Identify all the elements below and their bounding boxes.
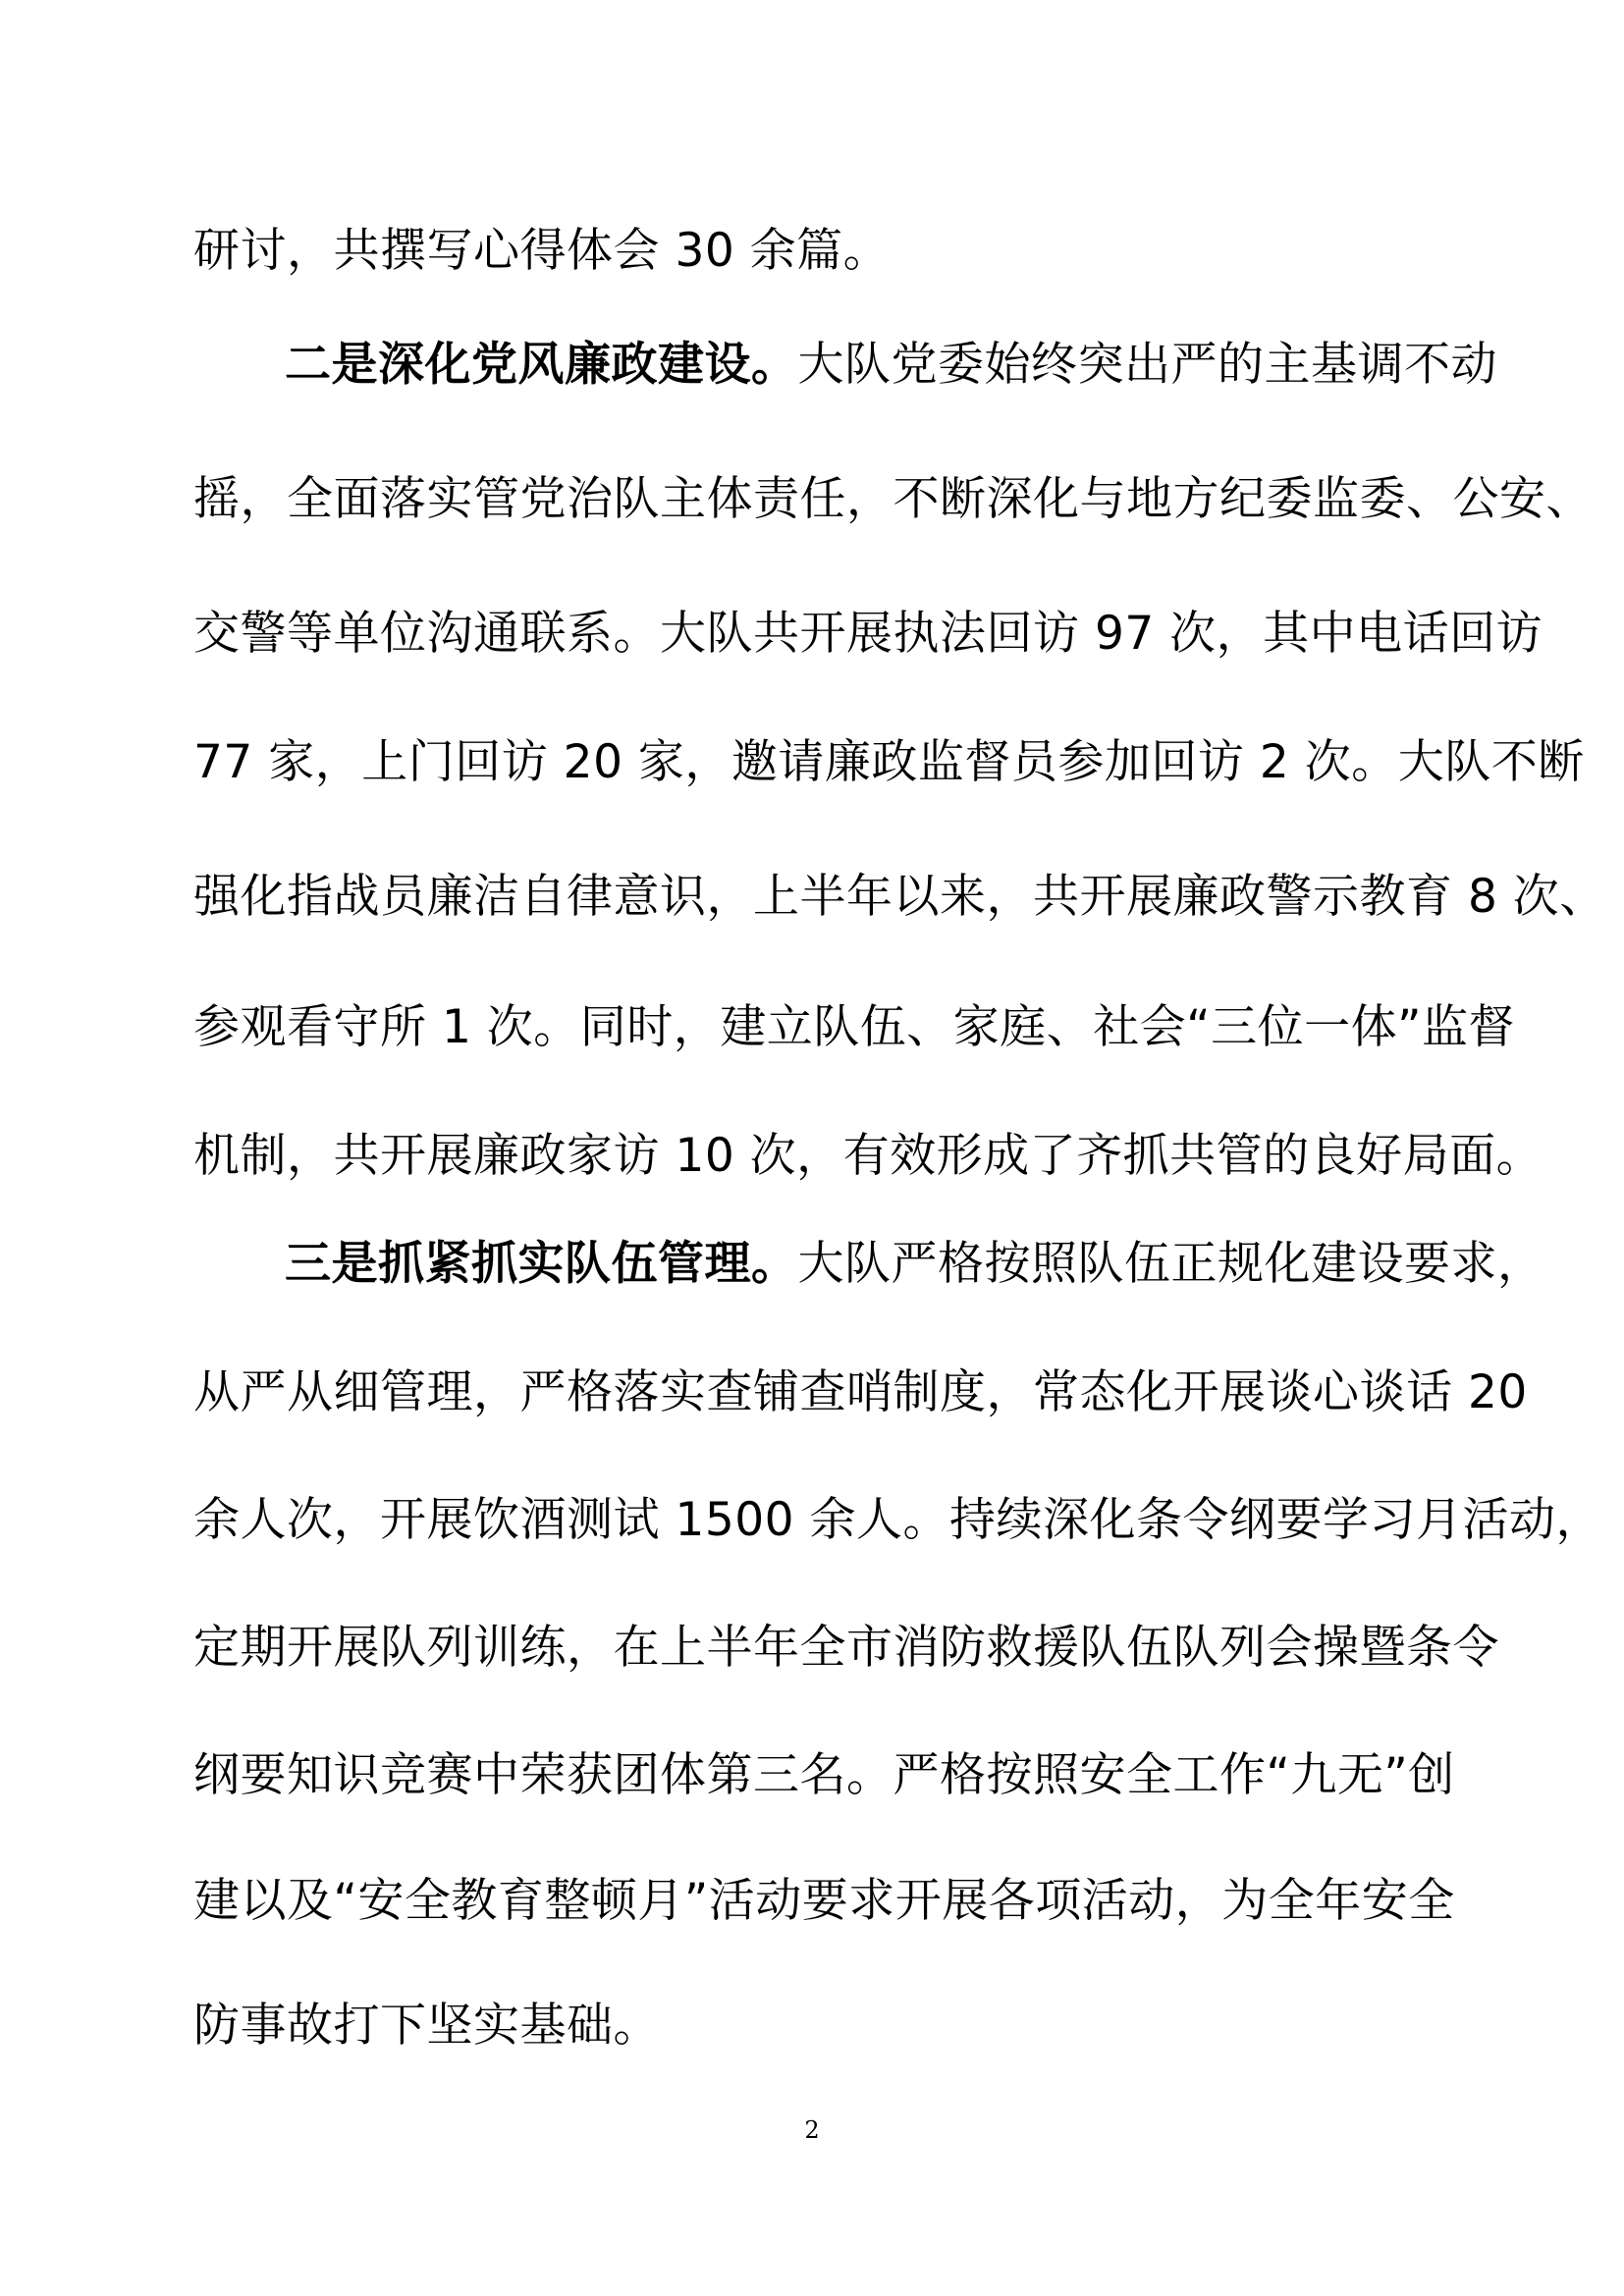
- paragraph-line: 定期开展队列训练，在上半年全市消防救援队伍队列会操暨条令: [193, 1621, 1499, 1675]
- paragraph-line: 研讨，共撰写心得体会 30 余篇。: [193, 224, 891, 278]
- section-heading-line: [285, 334, 1542, 397]
- paragraph-text: 大队党委始终突出严的主基调不动: [797, 338, 1497, 392]
- section-heading: 二是深化党风廉政建设。: [285, 338, 798, 392]
- paragraph-line: 参观看守所 1 次。同时，建立队伍、家庭、社会“三位一体”监督: [193, 1000, 1515, 1054]
- paragraph-line: 交警等单位沟通联系。大队共开展执法回访 97 次，其中电话回访: [193, 607, 1543, 661]
- paragraph-line: 77 家，上门回访 20 家，邀请廉政监督员参加回访 2 次。大队不断: [193, 735, 1585, 789]
- paragraph-line: 纲要知识竞赛中荣获团体第三名。严格按照安全工作“九无”创: [193, 1748, 1455, 1802]
- paragraph-line: 强化指战员廉洁自律意识，上半年以来，共开展廉政警示教育 8 次、: [193, 870, 1606, 924]
- paragraph-line: 摇，全面落实管党治队主体责任，不断深化与地方纪委监委、公安、: [193, 472, 1593, 526]
- page-number: 2: [804, 2116, 820, 2144]
- paragraph-line: 余人次，开展饮酒测试 1500 余人。持续深化条令纲要学习月活动，: [193, 1493, 1602, 1547]
- section-heading-line: [285, 1233, 1542, 1296]
- section-heading: 三是抓紧抓实队伍管理。: [285, 1237, 798, 1291]
- paragraph-text: 大队严格按照队伍正规化建设要求，: [797, 1237, 1544, 1291]
- paragraph-line: 机制，共开展廉政家访 10 次，有效形成了齐抓共管的良好局面。: [193, 1129, 1543, 1183]
- paragraph-line: 从严从细管理，严格落实查铺查哨制度，常态化开展谈心谈话 20: [193, 1365, 1528, 1419]
- paragraph-line: 防事故打下坚实基础。: [193, 1999, 660, 2053]
- paragraph-line: 建以及“安全教育整顿月”活动要求开展各项活动，为全年安全: [193, 1874, 1455, 1928]
